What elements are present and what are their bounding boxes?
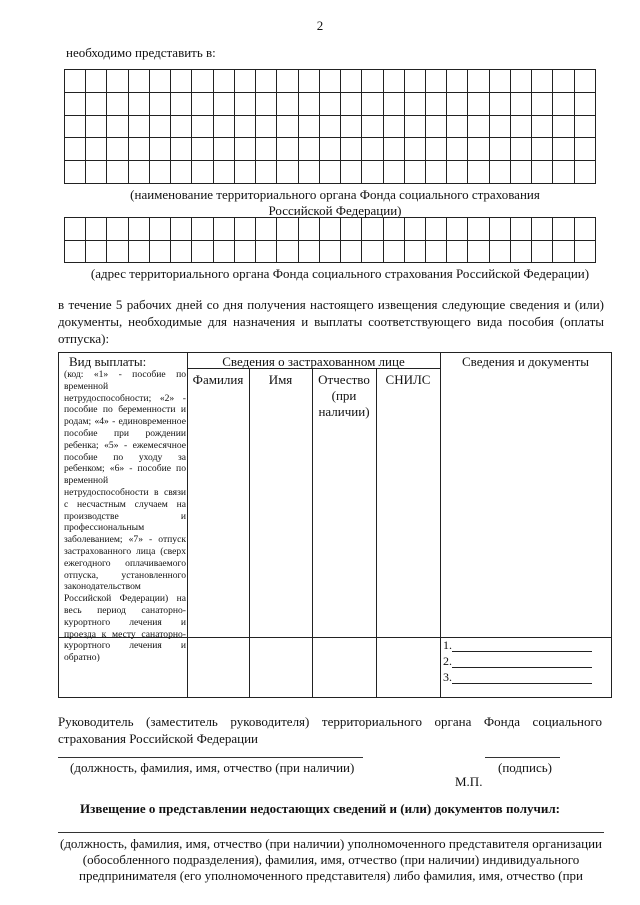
grid-cell[interactable] [128, 115, 149, 138]
grid-cell[interactable] [277, 115, 298, 138]
grid-cell[interactable] [447, 70, 468, 93]
grid-cell[interactable] [468, 70, 489, 93]
insured-group-header: Сведения о застрахованном лице [222, 354, 405, 369]
grid-cell[interactable] [341, 218, 362, 241]
grid-cell[interactable] [128, 92, 149, 115]
grid-cell[interactable] [362, 92, 383, 115]
signature-caption: (подпись) [498, 760, 552, 775]
grid-cell[interactable] [277, 161, 298, 184]
grid-cell[interactable] [362, 218, 383, 241]
grid-cell[interactable] [489, 161, 510, 184]
name-header: Имя [268, 372, 293, 387]
grid-cell[interactable] [425, 240, 446, 263]
grid-cell[interactable] [86, 240, 107, 263]
grid-cell[interactable] [510, 161, 531, 184]
grid-cell[interactable] [510, 240, 531, 263]
grid-cell[interactable] [425, 218, 446, 241]
grid-cell[interactable] [510, 218, 531, 241]
grid-cell[interactable] [319, 218, 340, 241]
grid-cell[interactable] [65, 138, 86, 161]
grid-cell[interactable] [510, 115, 531, 138]
doc-item[interactable]: 3. [443, 670, 592, 684]
grid-cell[interactable] [65, 70, 86, 93]
grid-cell[interactable] [447, 115, 468, 138]
received-title: Извещение о представлении недостающих сведений и (или) документов получил: [79, 801, 561, 816]
page-number: 2 [316, 18, 324, 33]
grid-cell[interactable] [532, 161, 553, 184]
patronymic-cell[interactable] [313, 638, 375, 696]
signature-line[interactable] [485, 757, 560, 758]
grid-cell[interactable] [234, 161, 255, 184]
grid-cell[interactable] [489, 218, 510, 241]
doc-item[interactable]: 1. [443, 638, 592, 652]
grid-cell[interactable] [298, 92, 319, 115]
grid-cell[interactable] [213, 161, 234, 184]
grid-cell[interactable] [107, 92, 128, 115]
grid-cell[interactable] [256, 240, 277, 263]
grid-cell[interactable] [86, 218, 107, 241]
grid-cell[interactable] [234, 115, 255, 138]
grid-cell[interactable] [65, 92, 86, 115]
grid-cell[interactable] [86, 115, 107, 138]
grid-cell[interactable] [447, 161, 468, 184]
grid-cell[interactable] [192, 161, 213, 184]
grid-cell[interactable] [213, 138, 234, 161]
grid-cell[interactable] [510, 92, 531, 115]
grid-cell[interactable] [341, 161, 362, 184]
grid-cell[interactable] [234, 218, 255, 241]
grid-cell[interactable] [192, 70, 213, 93]
grid-cell[interactable] [298, 161, 319, 184]
grid-cell[interactable] [532, 92, 553, 115]
grid-cell[interactable] [574, 70, 595, 93]
grid-cell[interactable] [298, 218, 319, 241]
grid-cell[interactable] [404, 115, 425, 138]
grid-cell[interactable] [425, 70, 446, 93]
grid-cell[interactable] [319, 240, 340, 263]
grid-cell[interactable] [489, 115, 510, 138]
docs-header: Сведения и документы [461, 354, 589, 369]
grid-cell[interactable] [277, 70, 298, 93]
org-name-grid[interactable] [64, 69, 596, 184]
grid-cell[interactable] [319, 138, 340, 161]
grid-cell[interactable] [489, 92, 510, 115]
head-official-text: Руководитель (заместитель руководителя) территориального органа Фонда социального страхования Российской Федерации [58, 714, 602, 746]
grid-cell[interactable] [149, 161, 170, 184]
grid-cell[interactable] [404, 70, 425, 93]
grid-cell[interactable] [65, 218, 86, 241]
grid-cell[interactable] [447, 138, 468, 161]
grid-cell[interactable] [362, 240, 383, 263]
grid-cell[interactable] [149, 115, 170, 138]
instruction-paragraph: в течение 5 рабочих дней со дня получения настоящего извещения следующие сведения и (или) документы, необходимые для назначения и выплаты соответствующего вида пособия (оплаты отпуска): [58, 297, 604, 346]
grid-cell[interactable] [510, 138, 531, 161]
grid-cell[interactable] [425, 161, 446, 184]
grid-cell[interactable] [107, 70, 128, 93]
grid-cell[interactable] [256, 138, 277, 161]
grid-cell[interactable] [86, 161, 107, 184]
grid-cell[interactable] [404, 218, 425, 241]
grid-cell[interactable] [510, 70, 531, 93]
grid-cell[interactable] [192, 115, 213, 138]
grid-cell[interactable] [171, 138, 192, 161]
grid-cell[interactable] [277, 240, 298, 263]
grid-cell[interactable] [171, 70, 192, 93]
grid-cell[interactable] [192, 240, 213, 263]
grid-cell[interactable] [149, 138, 170, 161]
grid-cell[interactable] [574, 115, 595, 138]
grid-cell[interactable] [468, 218, 489, 241]
grid-cell[interactable] [553, 161, 574, 184]
grid-cell[interactable] [553, 92, 574, 115]
grid-cell[interactable] [86, 92, 107, 115]
seal-mark: М.П. [455, 774, 483, 789]
grid-cell[interactable] [489, 240, 510, 263]
grid-cell[interactable] [192, 218, 213, 241]
grid-cell[interactable] [532, 70, 553, 93]
snils-cell[interactable] [377, 638, 439, 696]
grid-cell[interactable] [362, 115, 383, 138]
grid-cell[interactable] [425, 115, 446, 138]
grid-cell[interactable] [341, 138, 362, 161]
grid-cell[interactable] [149, 70, 170, 93]
grid-cell[interactable] [341, 70, 362, 93]
grid-cell[interactable] [213, 115, 234, 138]
grid-cell[interactable] [298, 70, 319, 93]
grid-cell[interactable] [171, 240, 192, 263]
snils-header: СНИЛС [385, 372, 431, 387]
grid-cell[interactable] [319, 70, 340, 93]
grid-cell[interactable] [489, 138, 510, 161]
grid-cell[interactable] [553, 138, 574, 161]
info-table [58, 352, 612, 698]
grid-cell[interactable] [574, 92, 595, 115]
grid-cell[interactable] [149, 92, 170, 115]
grid-cell[interactable] [468, 138, 489, 161]
grid-cell[interactable] [468, 115, 489, 138]
intro-text: необходимо представить в: [66, 45, 216, 60]
grid-cell[interactable] [171, 218, 192, 241]
position-signature-line[interactable] [58, 757, 363, 758]
grid-cell[interactable] [277, 138, 298, 161]
grid-cell[interactable] [383, 138, 404, 161]
grid-cell[interactable] [107, 161, 128, 184]
grid-cell[interactable] [107, 138, 128, 161]
grid-cell[interactable] [65, 240, 86, 263]
grid-cell[interactable] [404, 92, 425, 115]
grid-cell[interactable] [383, 218, 404, 241]
grid-cell[interactable] [298, 115, 319, 138]
grid-cell[interactable] [574, 218, 595, 241]
grid-cell[interactable] [425, 92, 446, 115]
grid-cell[interactable] [213, 218, 234, 241]
grid-cell[interactable] [468, 92, 489, 115]
grid-cell[interactable] [256, 115, 277, 138]
grid-cell[interactable] [341, 240, 362, 263]
grid-cell[interactable] [362, 138, 383, 161]
name-cell[interactable] [250, 638, 311, 696]
grid-cell[interactable] [341, 115, 362, 138]
grid-cell[interactable] [404, 138, 425, 161]
grid-cell[interactable] [107, 240, 128, 263]
grid-cell[interactable] [532, 218, 553, 241]
grid-cell[interactable] [298, 240, 319, 263]
surname-cell[interactable] [188, 638, 248, 696]
grid-cell[interactable] [468, 161, 489, 184]
grid-cell[interactable] [319, 92, 340, 115]
grid-cell[interactable] [171, 115, 192, 138]
grid-cell[interactable] [383, 161, 404, 184]
grid-cell[interactable] [65, 161, 86, 184]
grid-cell[interactable] [447, 218, 468, 241]
grid-cell[interactable] [383, 70, 404, 93]
patronymic-header: Отчество (при наличии) [318, 372, 370, 419]
grid-cell[interactable] [171, 92, 192, 115]
grid-cell[interactable] [383, 240, 404, 263]
grid-cell[interactable] [447, 92, 468, 115]
grid-cell[interactable] [256, 92, 277, 115]
grid-cell[interactable] [362, 70, 383, 93]
grid-cell[interactable] [532, 115, 553, 138]
grid-cell[interactable] [277, 92, 298, 115]
grid-cell[interactable] [128, 218, 149, 241]
grid-cell[interactable] [128, 161, 149, 184]
doc-item[interactable]: 2. [443, 654, 592, 668]
grid-cell[interactable] [128, 70, 149, 93]
grid-cell[interactable] [553, 115, 574, 138]
grid-cell[interactable] [404, 240, 425, 263]
grid-cell[interactable] [404, 161, 425, 184]
grid-cell[interactable] [553, 70, 574, 93]
grid-cell[interactable] [107, 218, 128, 241]
position-caption: (должность, фамилия, имя, отчество (при наличии) [70, 760, 355, 775]
grid-cell[interactable] [277, 218, 298, 241]
grid-cell[interactable] [213, 70, 234, 93]
grid-cell[interactable] [256, 218, 277, 241]
recipient-caption: (должность, фамилия, имя, отчество (при наличии) уполномоченного представителя организации (обособленного подразделения), фамилия, имя, отчество (при наличии) индивидуального предпринимателя (его уполномоченного представителя) либо фамилия, имя, отчество (при [59, 836, 603, 883]
address-grid[interactable] [64, 217, 596, 263]
grid-cell[interactable] [425, 138, 446, 161]
grid-cell[interactable] [319, 115, 340, 138]
grid-cell[interactable] [341, 92, 362, 115]
grid-cell[interactable] [383, 92, 404, 115]
payment-type-header: Вид выплаты: [69, 354, 147, 369]
grid-cell[interactable] [256, 161, 277, 184]
grid-cell[interactable] [234, 240, 255, 263]
grid-cell[interactable] [383, 115, 404, 138]
grid-cell[interactable] [256, 70, 277, 93]
grid-cell[interactable] [574, 240, 595, 263]
grid-cell[interactable] [149, 218, 170, 241]
grid-cell[interactable] [65, 115, 86, 138]
surname-header: Фамилия [192, 372, 244, 387]
grid-cell[interactable] [234, 92, 255, 115]
grid-cell[interactable] [574, 161, 595, 184]
grid-cell[interactable] [553, 240, 574, 263]
grid-cell[interactable] [447, 240, 468, 263]
grid-cell[interactable] [86, 138, 107, 161]
grid-cell[interactable] [489, 70, 510, 93]
grid-cell[interactable] [319, 161, 340, 184]
grid-cell[interactable] [532, 240, 553, 263]
grid-cell[interactable] [213, 240, 234, 263]
grid-cell[interactable] [128, 138, 149, 161]
grid-cell[interactable] [362, 161, 383, 184]
org-name-caption: (наименование территориального органа Фонда социального страхования Российской Федерации) [130, 187, 540, 218]
grid-cell[interactable] [86, 70, 107, 93]
grid-cell[interactable] [149, 240, 170, 263]
grid-cell[interactable] [171, 161, 192, 184]
address-caption: (адрес территориального органа Фонда социального страхования Российской Федерации) [90, 266, 590, 281]
grid-cell[interactable] [107, 115, 128, 138]
grid-cell[interactable] [128, 240, 149, 263]
grid-cell[interactable] [213, 92, 234, 115]
grid-cell[interactable] [192, 92, 213, 115]
grid-cell[interactable] [192, 138, 213, 161]
grid-cell[interactable] [532, 138, 553, 161]
grid-cell[interactable] [574, 138, 595, 161]
grid-cell[interactable] [234, 70, 255, 93]
grid-cell[interactable] [468, 240, 489, 263]
recipient-line[interactable] [58, 832, 604, 833]
payment-codes-legend: (код: «1» - пособие по временной нетрудоспособности; «2» - пособие по беременности и родам; «4» - единовременное пособие при рождении ребенка; «5» - ежемесячное пособие по уходу за ребенком; «6» - пособие по временной нетрудоспособности в связи с несчастным случаем на производстве и профессиональным заболеванием; «7» - отпуск застрахованного лица (сверх ежегодного оплачиваемого отпуска, установленного законодательством Российской Федерации) на весь период санаторно-курортного лечения и проезда к месту санаторно-курортного лечения и обратно) [64, 369, 186, 664]
grid-cell[interactable] [234, 138, 255, 161]
grid-cell[interactable] [553, 218, 574, 241]
payment-type-cell[interactable] [59, 638, 186, 696]
grid-cell[interactable] [298, 138, 319, 161]
